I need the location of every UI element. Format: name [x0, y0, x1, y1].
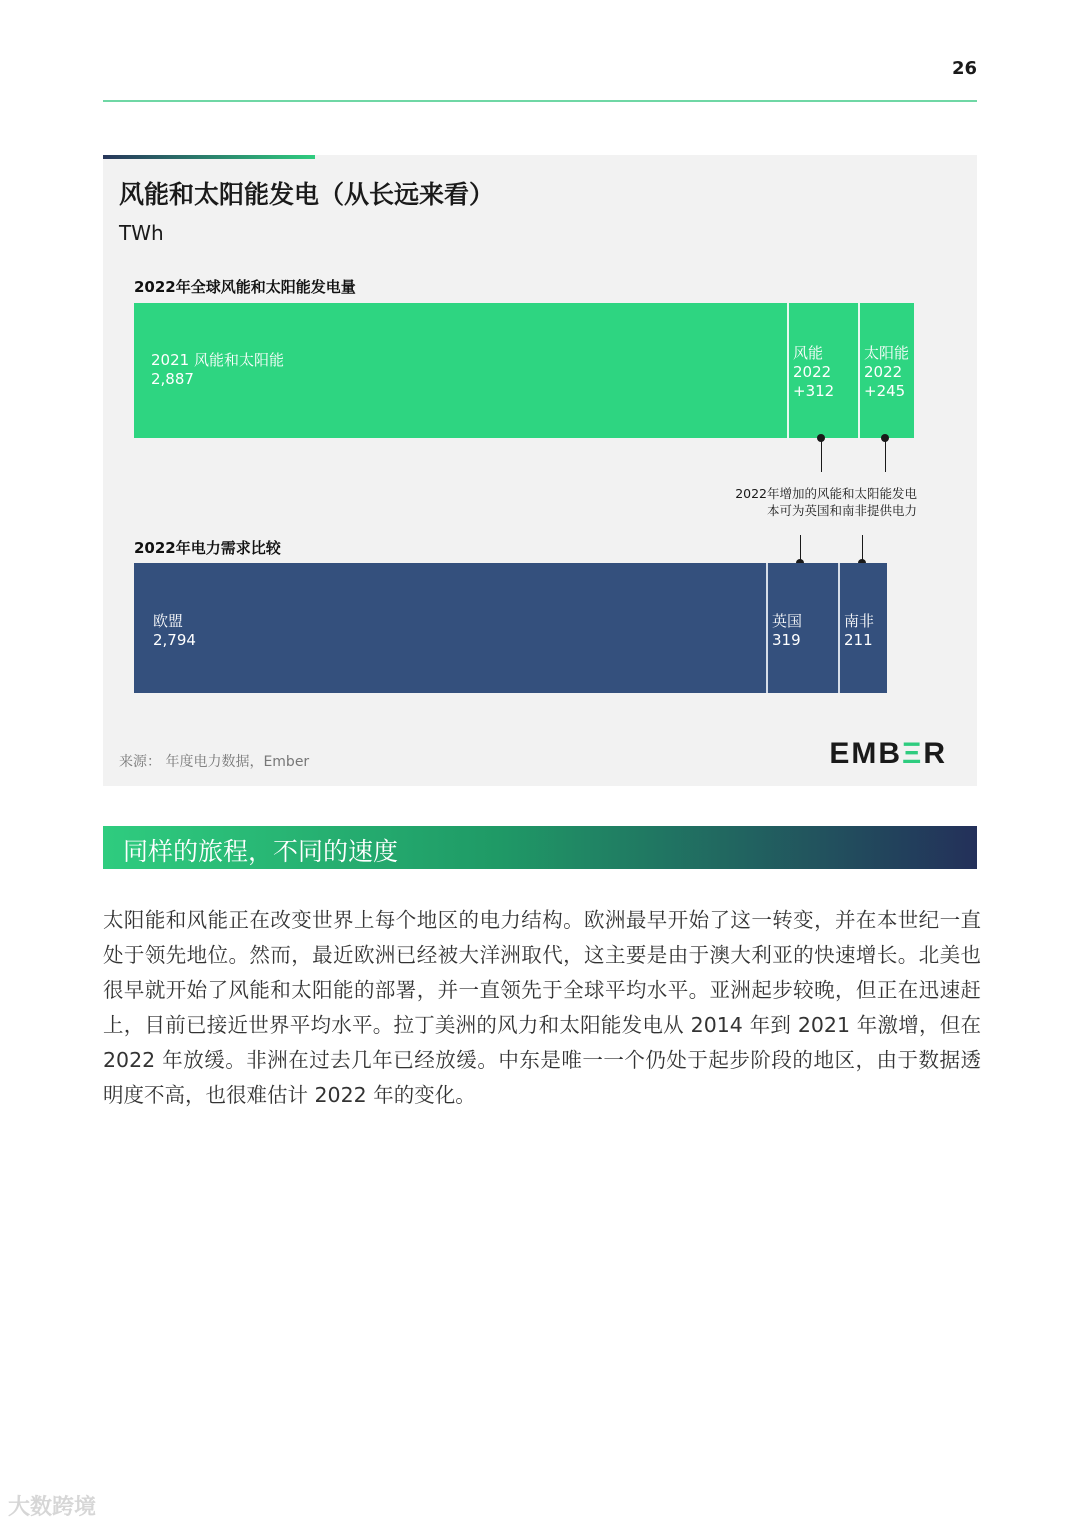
segment-divider: [838, 563, 840, 693]
segment-label-wind: 风能: [793, 344, 824, 362]
chart-annotation: 2022年增加的风能和太阳能发电 本可为英国和南非提供电力: [735, 486, 917, 518]
section-banner: [103, 826, 977, 869]
marker-line-wind: [821, 438, 822, 472]
figure-unit: TWh: [119, 221, 164, 245]
segment-year-solar: 2022: [864, 363, 903, 381]
segment-divider: [766, 563, 768, 693]
segment-label-solar: 太阳能: [864, 344, 910, 362]
segment-label-uk: 英国: [772, 612, 803, 630]
page-number: 26: [951, 58, 977, 79]
segment-value-2021: 2,887: [151, 370, 194, 388]
segment-value-za: 211: [844, 631, 873, 649]
chart-figure: [103, 155, 977, 786]
segment-divider: [858, 303, 860, 438]
watermark-logo: 大数跨境: [8, 1495, 97, 1520]
segment-value-wind: +312: [793, 382, 835, 400]
chart-demand-title: 2022年电力需求比较: [134, 539, 281, 557]
marker-line-solar: [885, 438, 886, 472]
segment-label-2021: 2021 风能和太阳能: [151, 351, 284, 369]
segment-divider: [787, 303, 789, 438]
figure-source: 来源： 年度电力数据，Ember: [119, 754, 310, 770]
ember-logo: EMBΞR: [829, 737, 947, 770]
body-paragraph: 太阳能和风能正在改变世界上每个地区的电力结构。欧洲最早开始了这一转变，并在本世纪一直处于领先地位。然而，最近欧洲已经被大洋洲取代，这主要是由于澳大利亚的快速增长。北美也很早就开始了风能和太阳能的部署，并一直领先于全球平均水平。亚洲起步较晚，但正在迅速赶上，目前已接近世界平均水平。拉丁美洲的风力和太阳能发电从 2014 年到 2021 年激增，但在 2022 年放缓。非洲在过去几年已经放缓。中东是唯一一个仍处于起步阶段的地区，由于数据透明度不高，也很难估计 2022 年的变化。: [103, 908, 981, 1107]
segment-value-uk: 319: [772, 631, 801, 649]
generation-bar: [134, 303, 914, 438]
demand-bar: [134, 563, 887, 693]
segment-value-eu: 2,794: [153, 631, 196, 649]
header-rule: [103, 100, 977, 102]
segment-label-za: 南非: [844, 612, 875, 630]
segment-value-solar: +245: [864, 382, 906, 400]
segment-label-eu: 欧盟: [153, 612, 184, 630]
chart-generation-title: 2022年全球风能和太阳能发电量: [134, 278, 356, 296]
figure-title: 风能和太阳能发电（从长远来看）: [119, 180, 495, 209]
section-heading: 同样的旅程，不同的速度: [123, 837, 399, 866]
figure-accent-bar: [103, 155, 315, 159]
segment-year-wind: 2022: [793, 363, 832, 381]
